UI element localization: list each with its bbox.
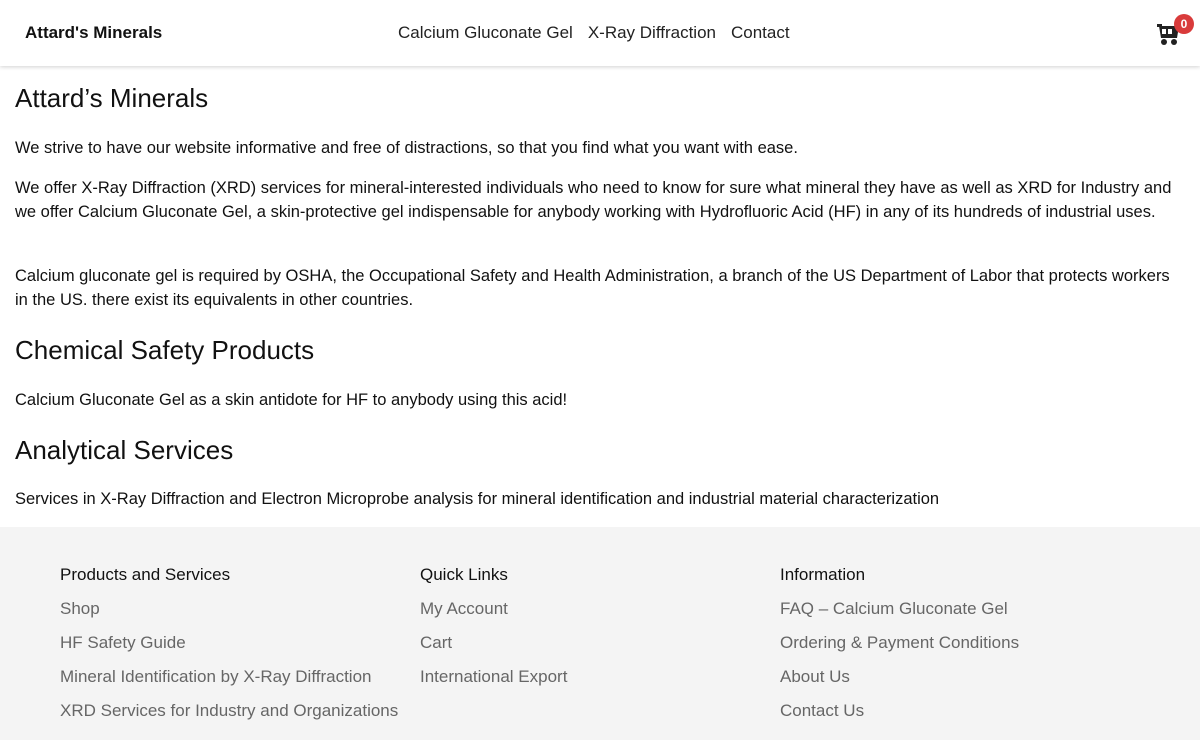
footer-column-information bbox=[780, 563, 1019, 733]
footer-link-contact-us[interactable]: Contact Us bbox=[780, 701, 865, 720]
section-text-chemical-safety: Calcium Gluconate Gel as a skin antidote for HF to anybody using this acid! bbox=[15, 391, 568, 409]
footer-heading-information: Information bbox=[780, 565, 866, 584]
nav-calcium-gluconate-gel[interactable]: Calcium Gluconate Gel bbox=[398, 23, 573, 42]
nav-x-ray-diffraction[interactable]: X-Ray Diffraction bbox=[587, 23, 716, 42]
nav-contact[interactable]: Contact bbox=[731, 23, 790, 42]
footer-column-products bbox=[60, 563, 398, 733]
footer-link-ordering-payment[interactable]: Ordering & Payment Conditions bbox=[780, 633, 1020, 652]
footer-link-shop[interactable]: Shop bbox=[60, 599, 100, 618]
footer-link-mineral-identification[interactable]: Mineral Identification by X-Ray Diffraction bbox=[60, 667, 372, 686]
footer-link-about-us[interactable]: About Us bbox=[780, 667, 850, 686]
main-nav bbox=[398, 22, 790, 44]
footer-column-quick-links bbox=[420, 563, 567, 699]
section-text-analytical-services: Services in X-Ray Diffraction and Electron Microprobe analysis for mineral identification and industrial material characterization bbox=[15, 490, 940, 508]
site-footer bbox=[0, 527, 1200, 740]
section-title-chemical-safety: Chemical Safety Products bbox=[15, 335, 315, 365]
site-logo-link[interactable]: Attard's Minerals bbox=[25, 23, 163, 42]
footer-heading-quick-links: Quick Links bbox=[420, 565, 508, 584]
intro-paragraph-1: We strive to have our website informative and free of distractions, so that you find what you want with ease. bbox=[15, 139, 798, 157]
footer-link-faq[interactable]: FAQ – Calcium Gluconate Gel bbox=[780, 599, 1008, 618]
section-title-analytical-services: Analytical Services bbox=[15, 435, 234, 465]
page-title: Attard’s Minerals bbox=[15, 83, 209, 113]
footer-link-hf-safety-guide[interactable]: HF Safety Guide bbox=[60, 633, 186, 652]
footer-link-international-export[interactable]: International Export bbox=[420, 667, 568, 686]
footer-link-cart[interactable]: Cart bbox=[420, 633, 453, 652]
intro-paragraph-3: Calcium gluconate gel is required by OSHA, the Occupational Safety and Health Administration, a branch of the US Department of Labor that protects workers in the US. there exist its equivalents in other countries. bbox=[15, 267, 1170, 309]
intro-paragraph-2: We offer X-Ray Diffraction (XRD) services for mineral-interested individuals who need to know for sure what mineral they have as well as XRD for Industry and we offer Calcium Gluconate Gel, a skin-protective gel indispensable for anybody working with Hydrofluoric Acid (HF) in any of its hundreds of industrial uses. bbox=[15, 179, 1172, 221]
cart-count-badge: 0 bbox=[1174, 14, 1194, 34]
footer-link-xrd-services[interactable]: XRD Services for Industry and Organizations bbox=[60, 701, 399, 720]
footer-link-my-account[interactable]: My Account bbox=[420, 599, 508, 618]
footer-heading-products: Products and Services bbox=[60, 565, 231, 584]
cart-button[interactable] bbox=[1155, 14, 1195, 50]
site-header bbox=[0, 0, 1200, 66]
